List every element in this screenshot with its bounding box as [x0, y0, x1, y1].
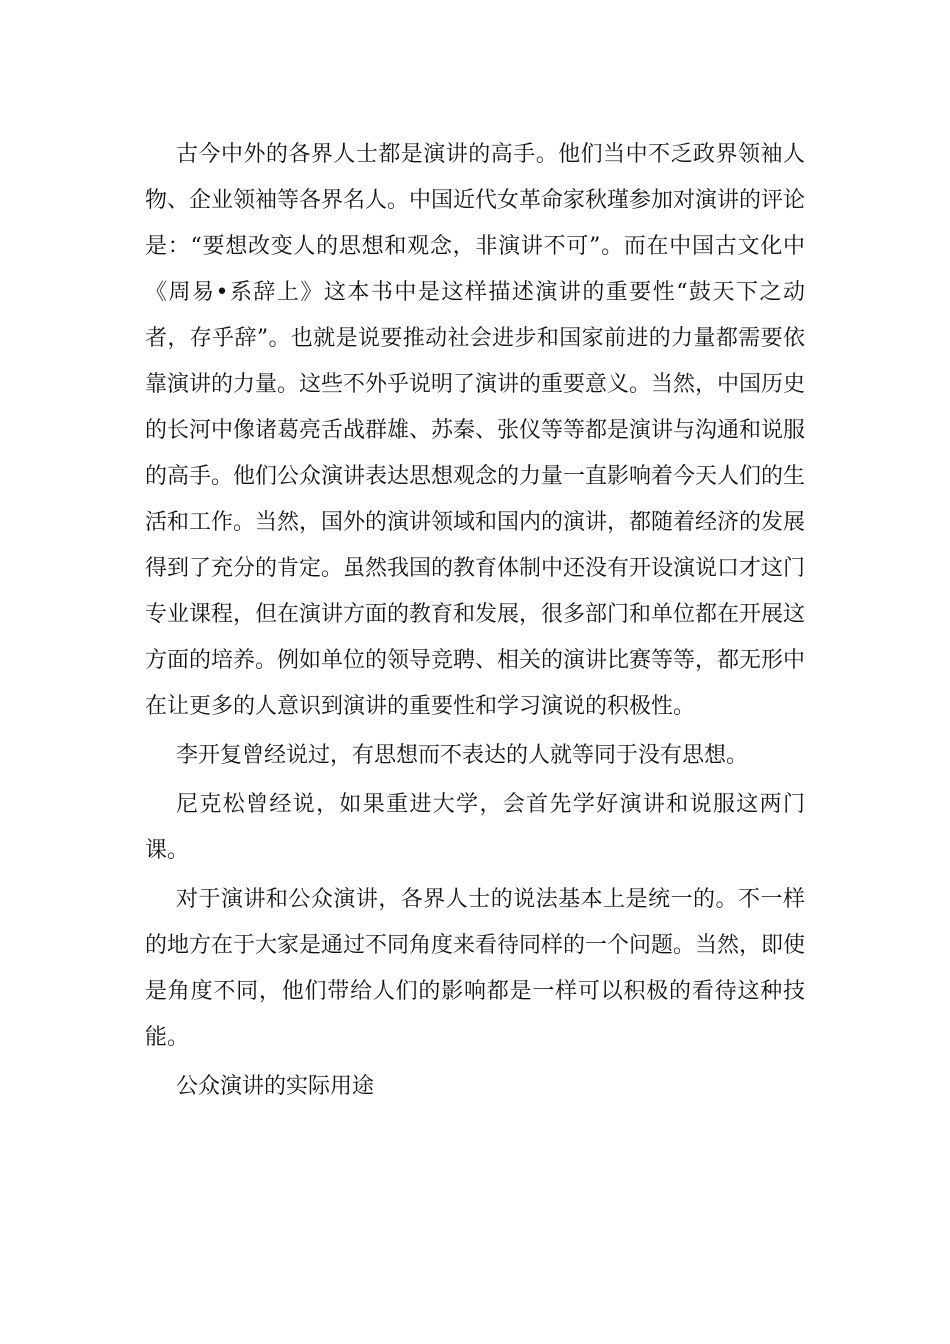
paragraph-consensus: 对于演讲和公众演讲，各界人士的说法基本上是统一的。不一样的地方在于大家是通过不同角度来看待同样的一个问题。当然，即使是角度不同，他们带给人们的影响都是一样可以积极的看待这种技能。 [145, 887, 806, 1050]
paragraph-kai-fu-lee-quote: 李开复曾经说过，有思想而不表达的人就等同于没有思想。 [176, 743, 749, 768]
paragraph-nixon-quote: 尼克松曾经说，如果重进大学，会首先学好演讲和说服这两门课。 [145, 792, 805, 863]
paragraph-orators-history: 古今中外的各界人士都是演讲的高手。他们当中不乏政界领袖人物、企业领袖等各界名人。中国近代女革命家秋瑾参加对演讲的评论是：“要想改变人的思想和观念，非演讲不可”。而在中国古文化中《周易•系辞上》这本书中是这样描述演讲的重要性“鼓天下之动者，存乎辞”。也就是说要推动社会进步和国家前进的力量都需要依靠演讲的力量。这些不外乎说明了演讲的重要意义。当然，中国历史的长河中像诸葛亮舌战群雄、苏秦、张仪等等都是演讲与沟通和说服的高手。他们公众演讲表达思想观念的力量一直影响着今天人们的生活和工作。当然，国外的演讲领域和国内的演讲，都随着经济的发展得到了充分的肯定。虽然我国的教育体制中还没有开设演说口才这门专业课程，但在演讲方面的教育和发展，很多部门和单位都在开展这方面的培养。例如单位的领导竞聘、相关的演讲比赛等等，都无形中在让更多的人意识到演讲的重要性和学习演说的积极性。 [145, 142, 806, 719]
section-heading-practical-uses: 公众演讲的实际用途 [176, 1074, 375, 1099]
document-body [145, 132, 805, 1111]
